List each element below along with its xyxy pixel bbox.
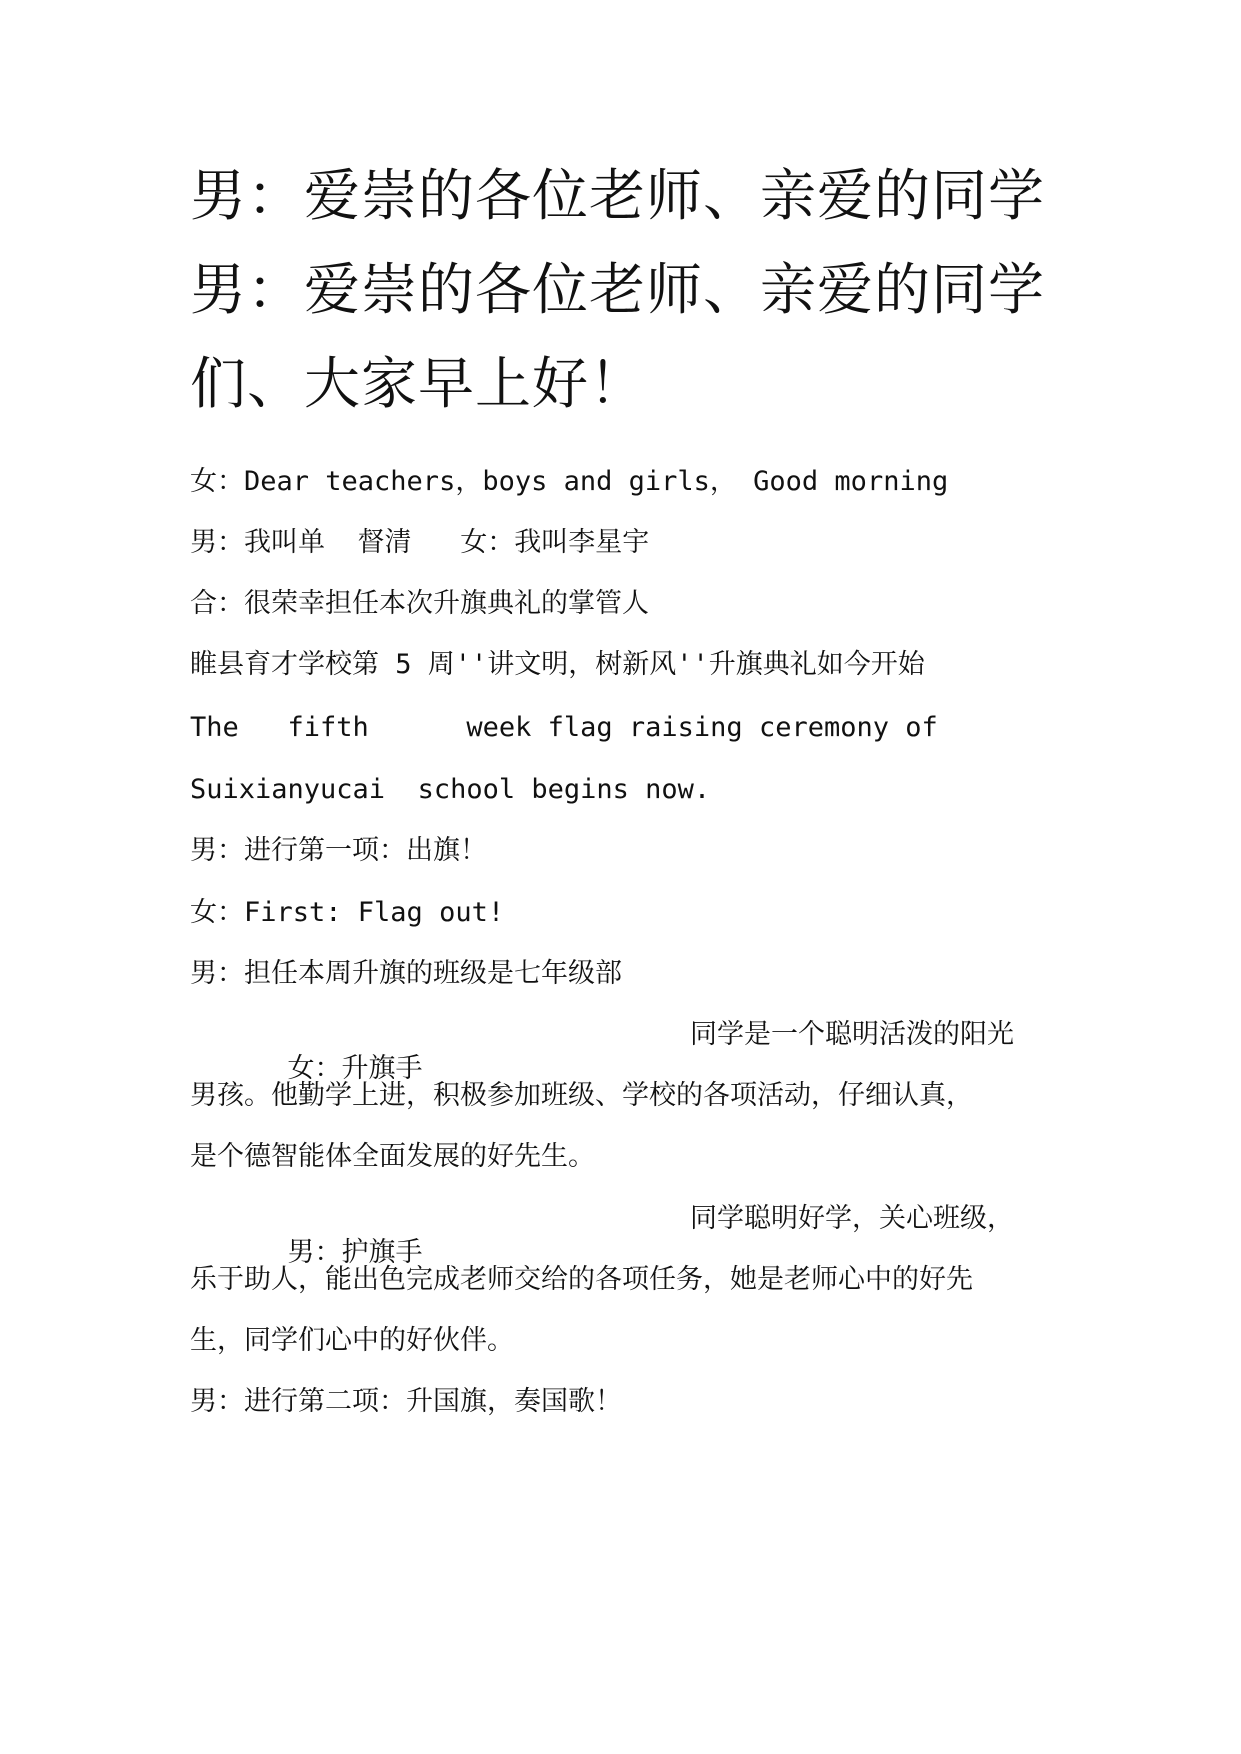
- body-line-4: 睢县育才学校第 5 周''讲文明，树新风''升旗典礼如今开始: [190, 649, 925, 680]
- flag-raiser-label: 女：升旗手: [287, 1053, 423, 1084]
- title-line-1: 男：爱崇的各位老师、亲爱的同学: [190, 164, 1045, 229]
- body-line-11: 男孩。他勤学上进，积极参加班级、学校的各项活动，仔细认真，: [190, 1080, 973, 1111]
- body-line-14: 乐于助人，能出色完成老师交给的各项任务，她是老师心中的好先: [190, 1264, 973, 1295]
- body-line-9: 男：担任本周升旗的班级是七年级部: [190, 958, 622, 989]
- title-line-2: 男：爱崇的各位老师、亲爱的同学: [190, 258, 1045, 323]
- body-line-15: 生，同学们心中的好伙伴。: [190, 1325, 514, 1356]
- body-line-6: Suixianyucai school begins now.: [190, 774, 711, 805]
- body-line-1: 女：Dear teachers，boys and girls， Good morning: [190, 466, 949, 497]
- flag-guard-description: 同学聪明好学，关心班级，: [690, 1203, 1014, 1234]
- flag-guard-label: 男：护旗手: [287, 1237, 423, 1268]
- flag-raiser-description: 同学是一个聪明活泼的阳光: [690, 1019, 1014, 1050]
- body-line-3: 合：很荣幸担任本次升旗典礼的掌管人: [190, 588, 649, 619]
- body-line-16: 男：进行第二项：升国旗，奏国歌！: [190, 1386, 622, 1417]
- body-line-7: 男：进行第一项：出旗！: [190, 835, 487, 866]
- body-line-8: 女：First: Flag out!: [190, 897, 505, 928]
- body-line-12: 是个德智能体全面发展的好先生。: [190, 1141, 595, 1172]
- document-title: [190, 150, 1070, 432]
- body-line-2: 男：我叫单 督清 女：我叫李星宇: [190, 527, 650, 558]
- body-line-5: The fifth week flag raising ceremony of: [190, 712, 938, 743]
- title-line-3: 们、大家早上好！: [190, 352, 646, 417]
